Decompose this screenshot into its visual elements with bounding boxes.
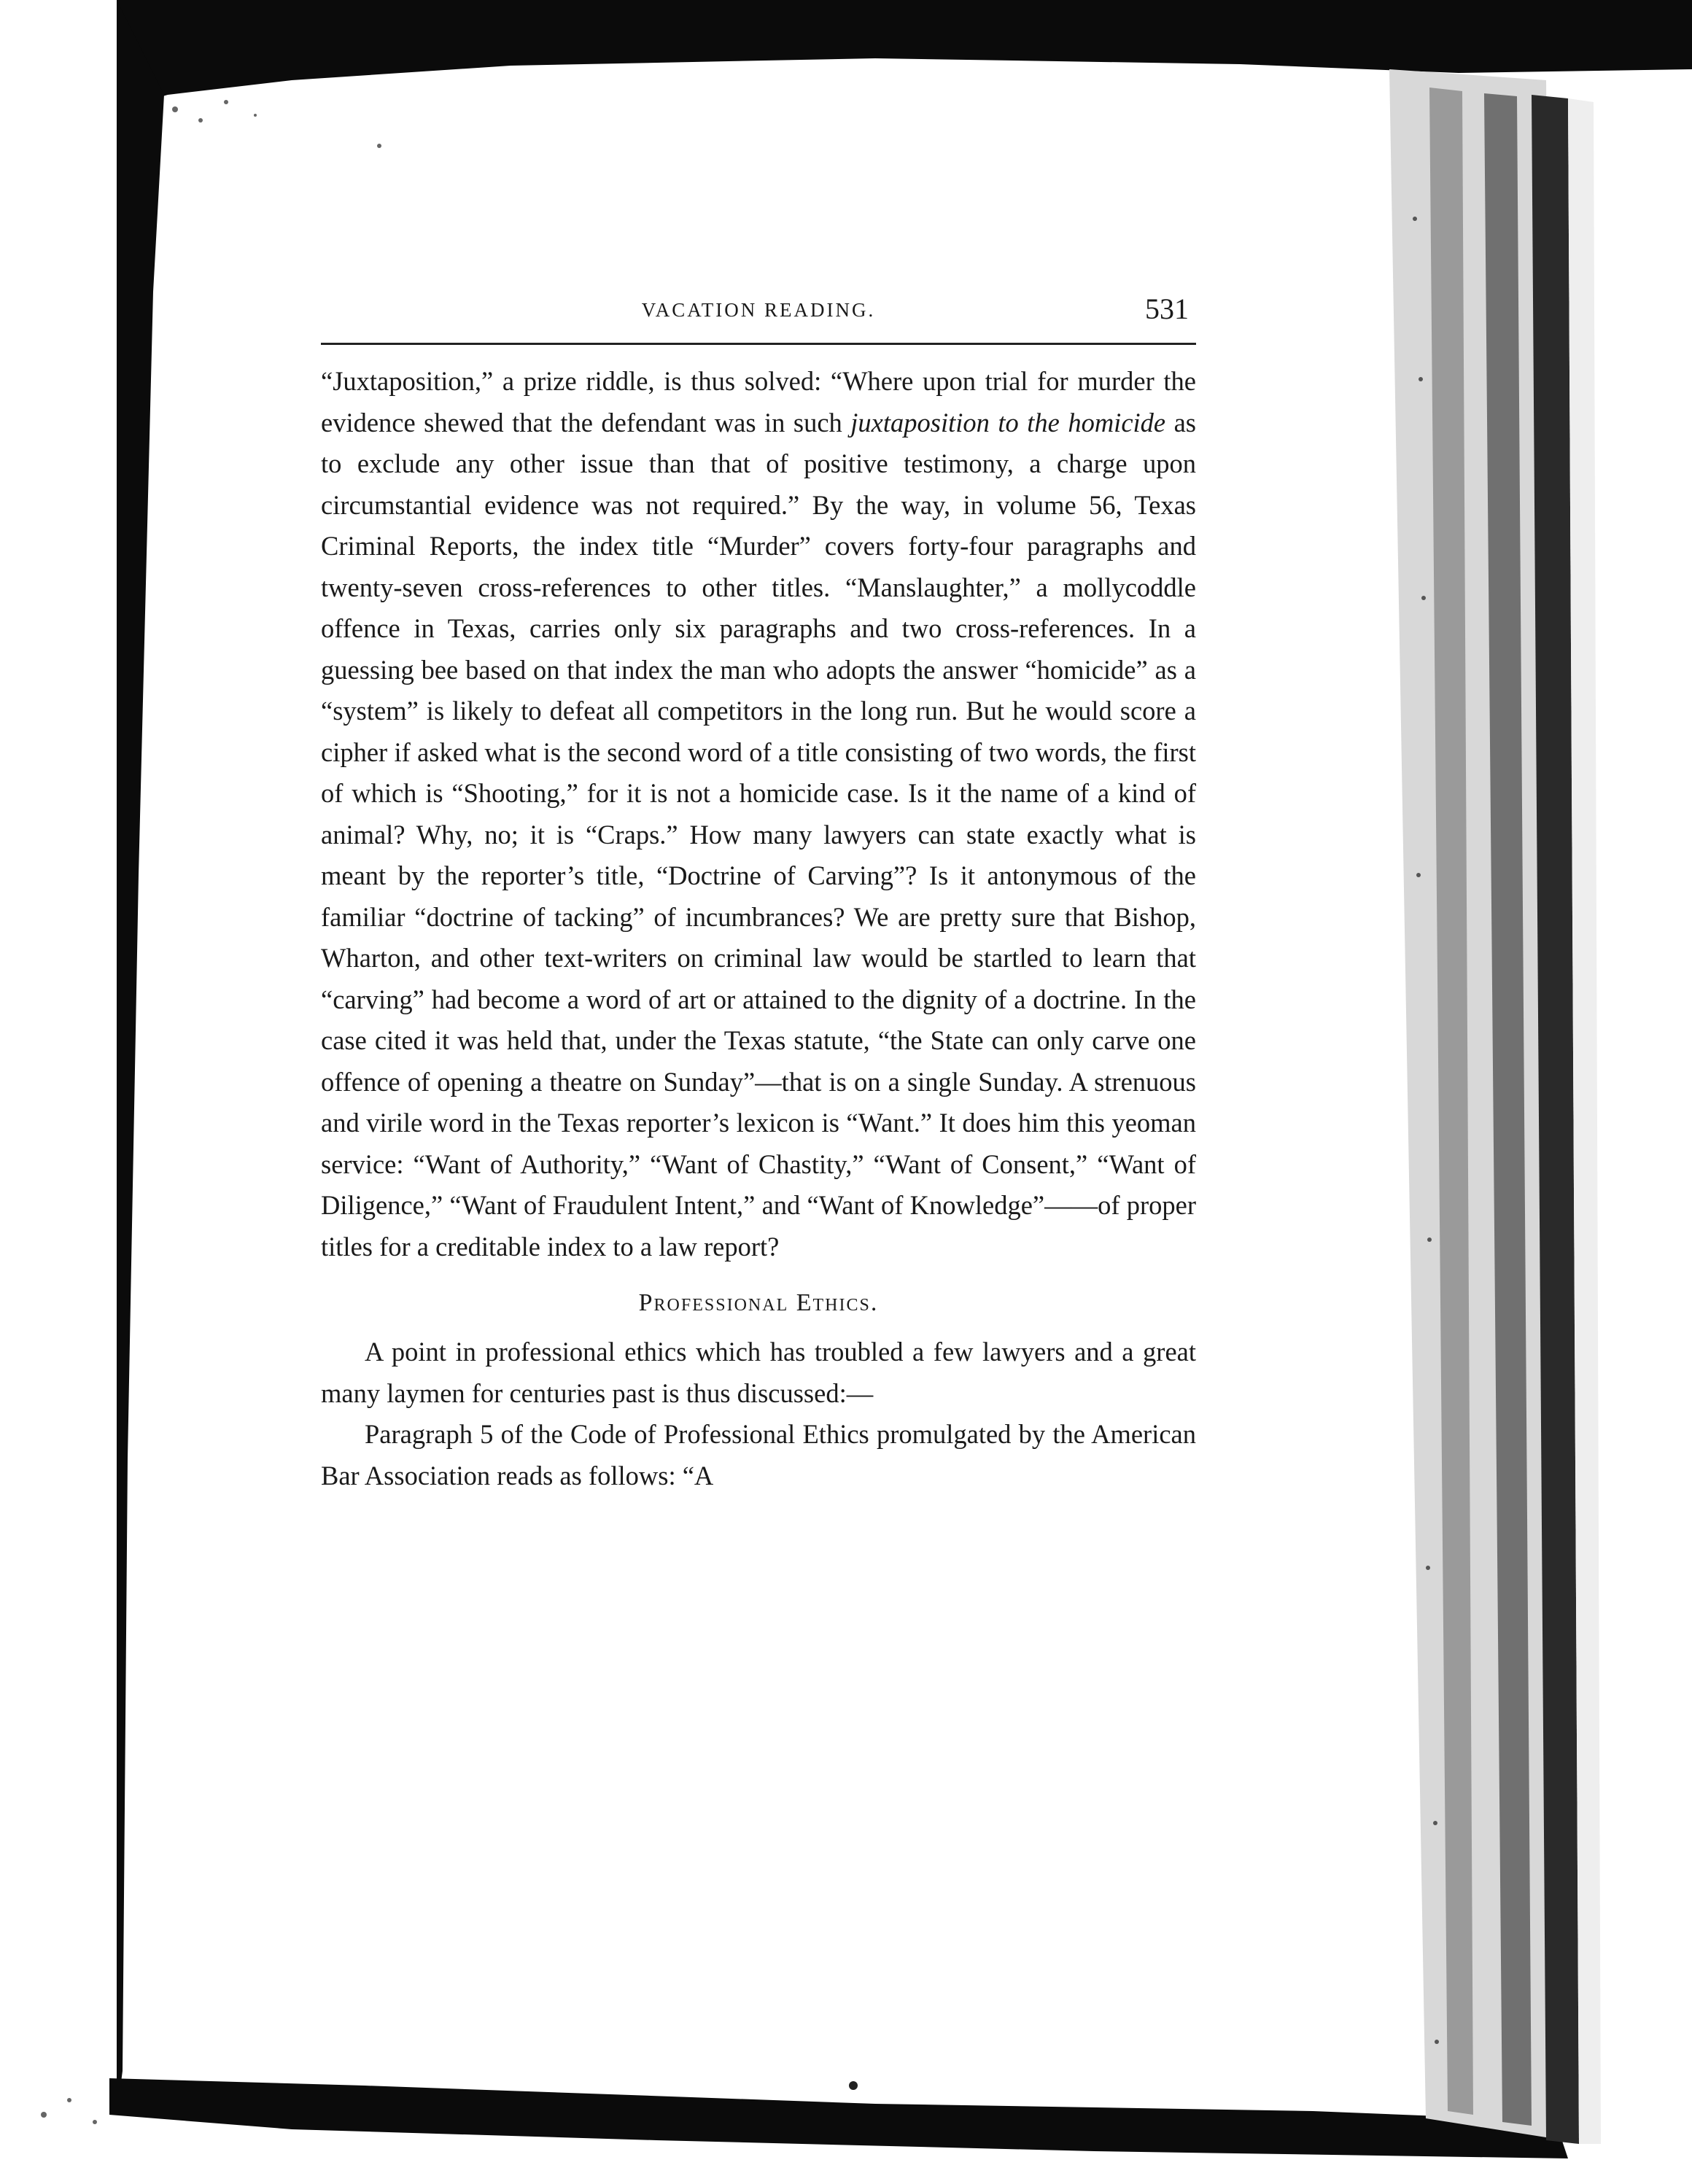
- running-head: [321, 292, 1196, 345]
- paragraph-1-italic-phrase: juxtaposition to the homicide: [850, 407, 1166, 438]
- running-head-title: VACATION READING.: [641, 299, 876, 321]
- body-paragraph-1: [321, 361, 1196, 1267]
- paragraph-1-part-2: as to exclude any other issue than that of positive testimony, a charge upon circumstantial evidence was not required.” By the way, in volume 56, Texas Criminal Reports, the index title “Murder” covers forty-four paragraphs and twenty-seven cross-references to other titles. “Manslaughter,” a mollycoddle offence in Texas, carries only six paragraphs and two cross-references. In a guessing bee based on that index the man who adopts the answer “homicide” as a “system” is likely to defeat all competitors in the long run. But he would score a cipher if asked what is the second word of a title consisting of two words, the first of which is “Shooting,” for it is not a homicide case. Is it the name of a kind of animal? Why, no; it is “Craps.” How many lawyers can state exactly what is meant by the reporter’s title, “Doctrine of Carving”? Is it antonymous of the familiar “doctrine of tacking” of incumbrances? We are pretty sure that Bishop, Wharton, and other text-writers on criminal law would be startled to learn that “carving” had become a word of art or attained to the dignity of a doctrine. In the case cited it was held that, under the Texas statute, “the State can only carve one offence of opening a theatre on Sunday”—that is on a single Sunday. A strenuous and virile word in the Texas reporter’s lexicon is “Want.” It does him this yeoman service: “Want of Authority,” “Want of Chastity,” “Want of Consent,” “Want of Diligence,” “Want of Fraudulent Intent,” and “Want of Knowledge”——of proper titles for a creditable index to a law report?: [321, 407, 1196, 1262]
- paragraph-1-part-1: “Juxtaposition,” a prize riddle, is thus solved: “Where upon trial for murder the evidence shewed that the defendant was in such: [321, 366, 1196, 438]
- printed-page: [321, 292, 1196, 1496]
- section-heading: Professional Ethics.: [638, 1289, 879, 1316]
- body-paragraph-3: Paragraph 5 of the Code of Professional Ethics promulgated by the American Bar Association reads as follows: “A: [321, 1419, 1196, 1491]
- body-paragraph-2: A point in professional ethics which has troubled a few lawyers and a great many laymen for centuries past is thus discussed:—: [321, 1337, 1196, 1408]
- page-number: 531: [1145, 292, 1189, 325]
